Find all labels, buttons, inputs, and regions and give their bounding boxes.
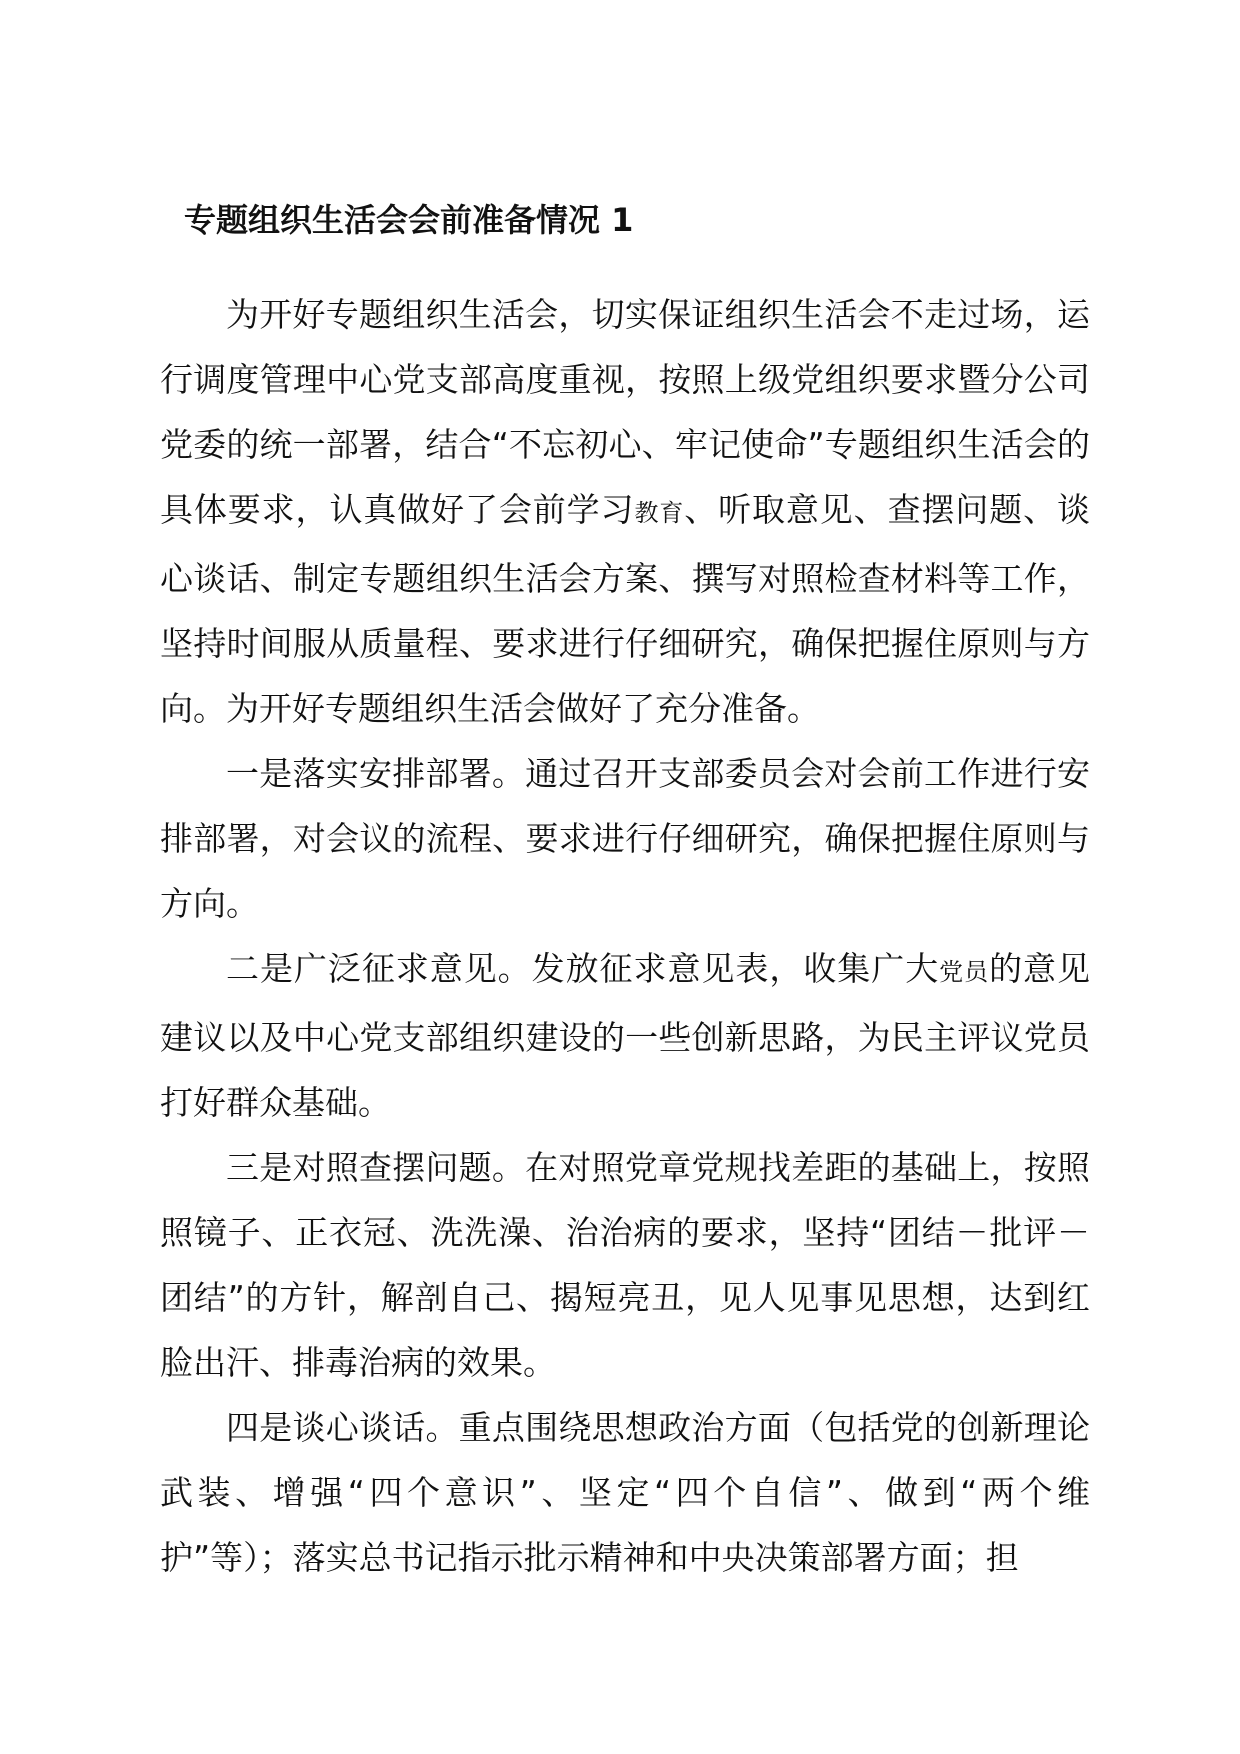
document-body xyxy=(160,282,1090,1590)
paragraph-text-small: 党员 xyxy=(939,958,990,986)
paragraph-text: 二是广泛征求意见。发放征求意见表，收集广大 xyxy=(226,949,940,988)
document-title: 专题组织生活会会前准备情况 1 xyxy=(184,201,634,239)
paragraph-text: 、听取意见、查摆问题、谈心谈话、制定专题组织生活会方案、撰写对照检查材料等工作，坚持时间服从质量程、要求进行仔细研究，确保把握住原则与方向。为开好专题组织生活会做好了充分准备。 xyxy=(160,490,1091,728)
paragraph-text: 四是谈心谈话。重点围绕思想政治方面（包括党的创新理论武装、增强“四个意识”、坚定“四个自信”、做到“两个维护”等）；落实总书记指示批示精神和中央决策部署方面；担 xyxy=(160,1408,1090,1577)
paragraph-item-three xyxy=(160,1135,1090,1395)
paragraph-item-one xyxy=(160,741,1090,936)
paragraph-text-small: 教育 xyxy=(634,499,685,527)
paragraph-item-two xyxy=(160,936,1090,1135)
paragraph-item-four xyxy=(160,1395,1090,1590)
paragraph-text: 的意见建议以及中心党支部组织建设的一些创新思路，为民主评议党员打好群众基础。 xyxy=(160,949,1091,1122)
paragraph-text: 为开好专题组织生活会，切实保证组织生活会不走过场，运行调度管理中心党支部高度重视，按照上级党组织要求暨分公司党委的统一部署，结合“不忘初心、牢记使命”专题组织生活会的具体要求，认真做好了会前学习 xyxy=(160,295,1090,529)
paragraph-text: 一是落实安排部署。通过召开支部委员会对会前工作进行安排部署，对会议的流程、要求进行仔细研究，确保把握住原则与方向。 xyxy=(160,754,1090,923)
paragraph-intro xyxy=(160,282,1090,741)
paragraph-text: 三是对照查摆问题。在对照党章党规找差距的基础上，按照照镜子、正衣冠、洗洗澡、治治病的要求，坚持“团结－批评－团结”的方针，解剖自己、揭短亮丑，见人见事见思想，达到红脸出汗、排毒治病的效果。 xyxy=(160,1148,1090,1382)
